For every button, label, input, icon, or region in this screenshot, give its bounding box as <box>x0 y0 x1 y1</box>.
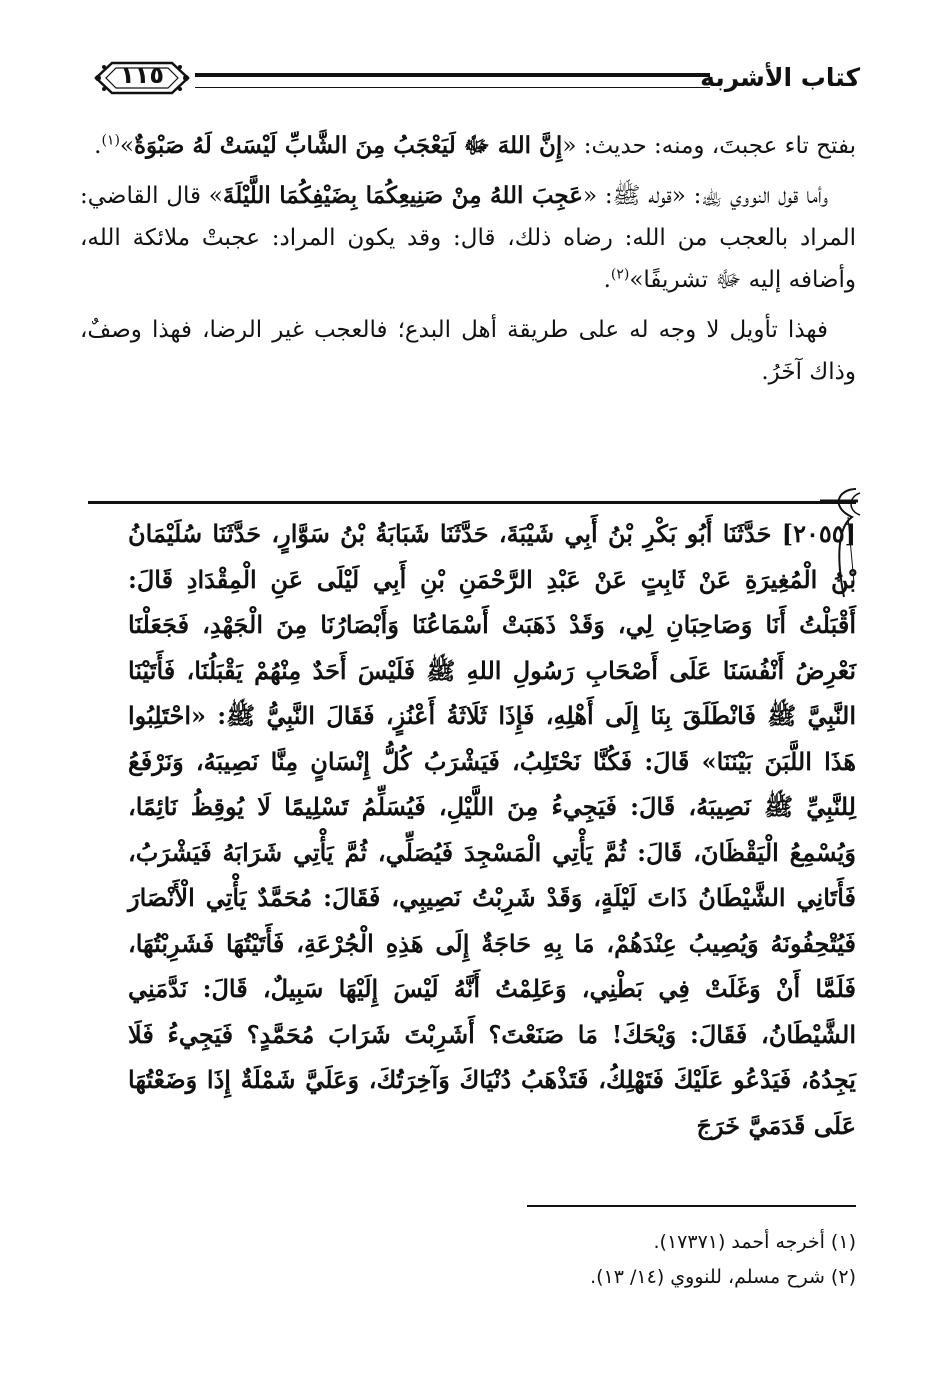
page-number-ornament <box>92 55 192 101</box>
footnote-ref-1: (١) <box>101 132 120 149</box>
page-number: ١١٥ <box>120 61 164 89</box>
p1-quote: إِنَّ اللهَ ﷻ لَيَعْجَبُ مِنَ الشَّابِّ لَيْسَتْ لَهُ صَبْوَةٌ <box>134 132 563 159</box>
commentary-paragraph-1 <box>80 125 856 167</box>
footnote-ref-2: (٢) <box>610 266 630 283</box>
footnote-separator <box>527 1205 856 1207</box>
page-header <box>80 55 860 115</box>
p1-start: بفتح تاء عجبتَ، ومنه: حديث: « <box>562 133 856 159</box>
p1-tail: . <box>94 133 102 159</box>
header-rule <box>195 73 710 88</box>
footnote-2: (٢) شرح مسلم، للنووي (١٤/ ١٣). <box>590 1266 856 1288</box>
p2-tail: . <box>603 267 611 293</box>
p1-quote-end: » <box>119 133 134 159</box>
hadith-frame <box>88 487 856 1187</box>
hadith-text: [٢٠٥٥] حَدَّثَنَا أَبُو بَكْرِ بْنُ أَبِي شَيْبَةَ، حَدَّثَنَا شَبَابَةُ بْنُ سَوَّارٍ، حَدَّثَنَا سُلَيْمَانُ بْنُ الْمُغِيرَةِ عَنْ ثَابِتٍ عَنْ عَبْدِ الرَّحْمَنِ بْنِ أَبِي لَيْلَى عَنِ الْمِقْدَادِ قَالَ: أَقْبَلْتُ أَنَا وَصَاحِبَانِ لِي، وَقَدْ ذَهَبَتْ أَسْمَاعُنَا وَأَبْصَارُنَا مِنَ الْجَهْدِ، فَجَعَلْنَا نَعْرِضُ أَنْفُسَنَا عَلَى أَصْحَابِ رَسُولِ اللهِ ﷺ فَلَيْسَ أَحَدٌ مِنْهُمْ يَقْبَلُنَا، فَأَتَيْنَا النَّبِيَّ ﷺ فَانْطَلَقَ بِنَا إِلَى أَهْلِهِ، فَإِذَا ثَلَاثَةُ أَعْنُزٍ، فَقَالَ النَّبِيُّ ﷺ: «احْتَلِبُوا هَذَا اللَّبَنَ بَيْنَنَا» قَالَ: فَكُنَّا نَحْتَلِبُ، فَيَشْرَبُ كُلُّ إِنْسَانٍ مِنَّا نَصِيبَهُ، وَنَرْفَعُ لِلنَّبِيِّ ﷺ نَصِيبَهُ، قَالَ: فَيَجِيءُ مِنَ اللَّيْلِ، فَيُسَلِّمُ تَسْلِيمًا لَا يُوقِظُ نَائِمًا، وَيُسْمِعُ الْيَقْظَانَ، قَالَ: ثُمَّ يَأْتِي الْمَسْجِدَ فَيُصَلِّي، ثُمَّ يَأْتِي شَرَابَهُ فَيَشْرَبُ، فَأَتَانِي الشَّيْطَانُ ذَاتَ لَيْلَةٍ، وَقَدْ شَرِبْتُ نَصِيبِي، فَقَالَ: مُحَمَّدٌ يَأْتِي الْأَنْصَارَ فَيُتْحِفُونَهُ وَيُصِيبُ عِنْدَهُمْ، مَا بِهِ حَاجَةٌ إِلَى هَذِهِ الْجُرْعَةِ، فَأَتَيْتُهَا فَشَرِبْتُهَا، فَلَمَّا أَنْ وَغَلَتْ فِي بَطْنِي، وَعَلِمْتُ أَنَّهُ لَيْسَ إِلَيْهَا سَبِيلٌ، قَالَ: نَدَّمَنِي الشَّيْطَانُ، فَقَالَ: وَيْحَكَ! مَا صَنَعْتَ؟ أَشَرِبْتَ شَرَابَ مُحَمَّدٍ؟ فَيَجِيءُ فَلَا يَجِدُهُ، فَيَدْعُو عَلَيْكَ فَتَهْلِكُ، فَتَذْهَبُ دُنْيَاكَ وَآخِرَتُكَ، وَعَلَيَّ شَمْلَةٌ إِذَا وَضَعْتُهَا عَلَى قَدَمَيَّ خَرَجَ <box>128 519 856 1140</box>
p3-text: فهذا تأويل لا وجه له على طريقة أهل البدع؛ فالعجب غير الرضا، فهذا وصفٌ، وذاك آخَرُ. <box>80 317 856 385</box>
p2-start: وأما قول النووي ﵀: «قوله ﷺ: « <box>583 183 829 209</box>
p2-quote: عَجِبَ اللهُ مِنْ صَنِيعِكُمَا بِضَيْفِكُمَا اللَّيْلَةَ <box>222 182 583 209</box>
running-title: كتاب الأشربة <box>700 63 860 92</box>
footnotes <box>84 1225 856 1295</box>
commentary-paragraph-3 <box>80 309 856 393</box>
commentary-section <box>80 125 856 401</box>
footnote-1: (١) أخرجه أحمد (١٧٣٧١). <box>653 1231 856 1253</box>
commentary-paragraph-2 <box>80 175 856 301</box>
p2-end: » قال القاضي: المراد بالعجب من الله: رضاه ذلك، قال: وقد يكون المراد: عجبتْ ملائكة الله، وأضافه إليه ﷻ تشريفًا» <box>80 183 856 293</box>
frame-top-line <box>88 501 856 504</box>
